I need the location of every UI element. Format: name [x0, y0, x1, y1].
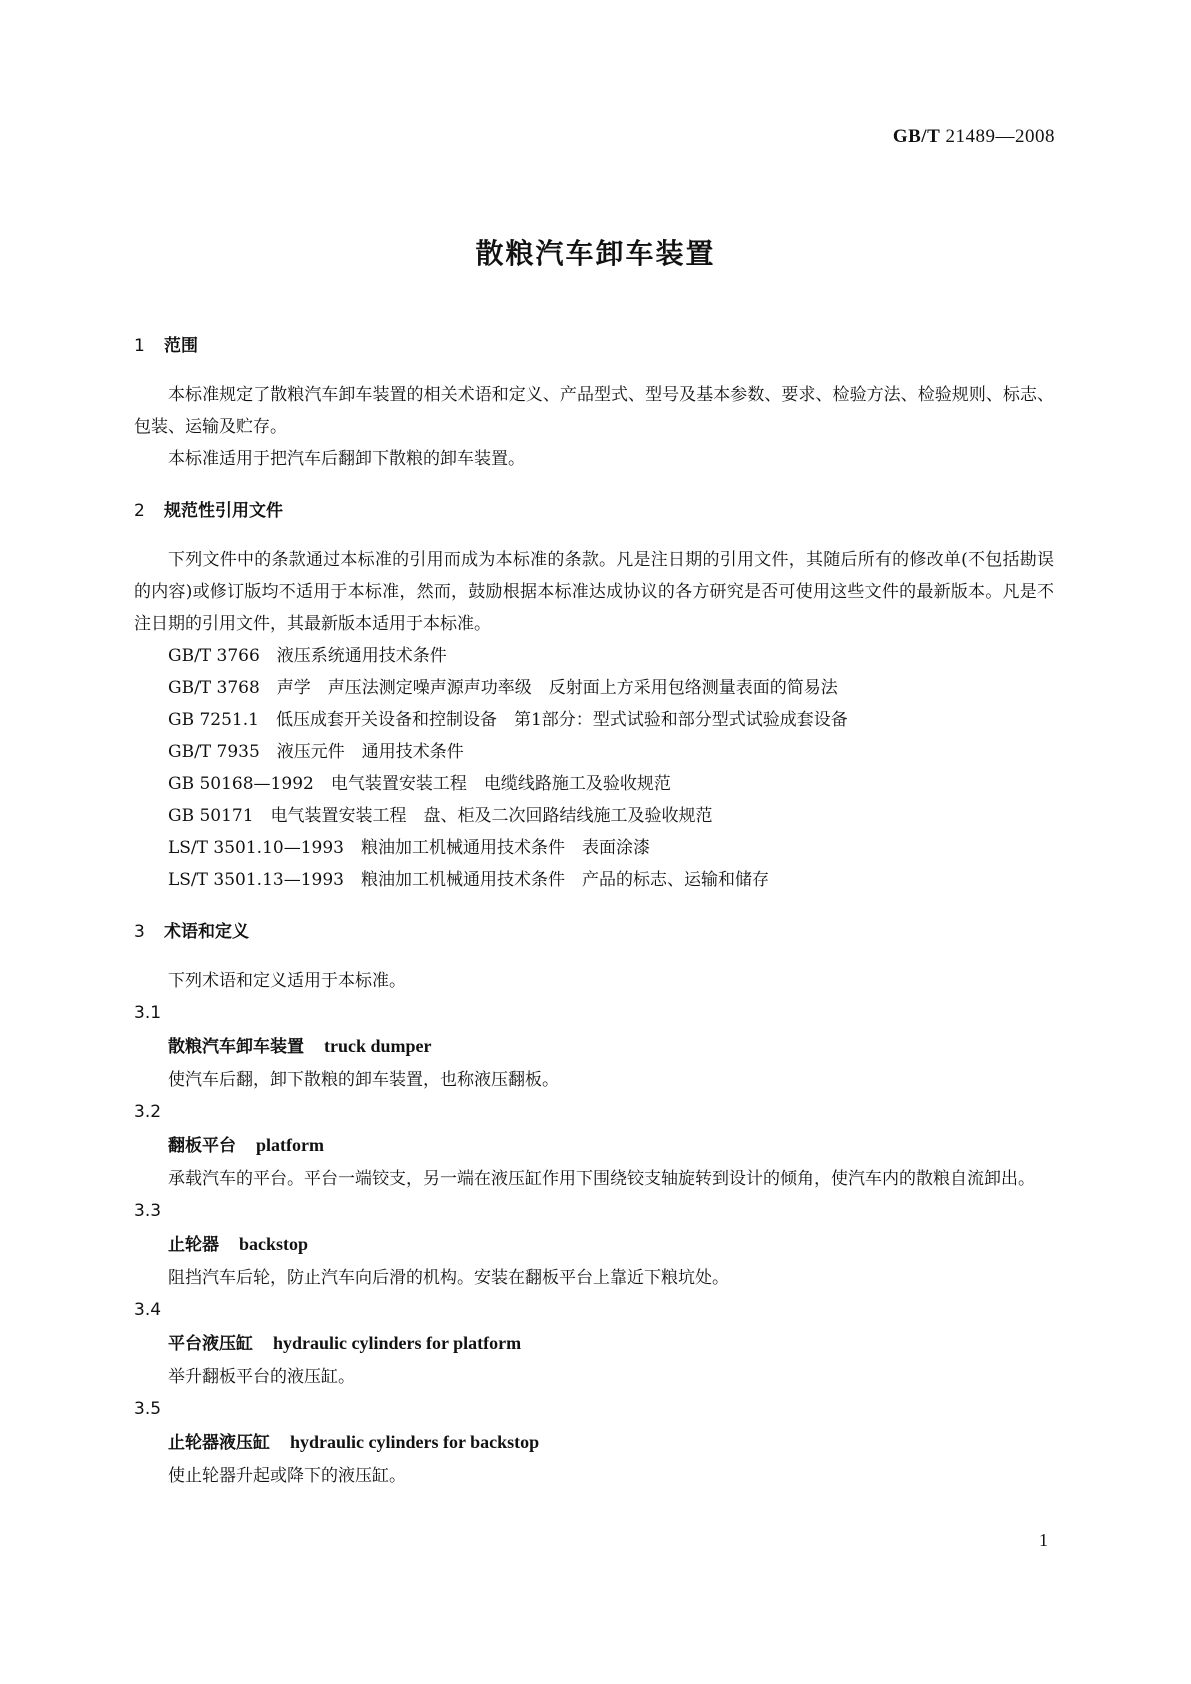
- term-zh: 止轮器: [168, 1235, 219, 1255]
- section-3-heading: [134, 916, 1054, 949]
- term-heading: [168, 1426, 1054, 1460]
- document-title: 散粮汽车卸车装置: [475, 237, 716, 270]
- section-title: 规范性引用文件: [164, 501, 283, 521]
- section-2-heading: [134, 495, 1054, 528]
- paragraph: 下列文件中的条款通过本标准的引用而成为本标准的条款。凡是注日期的引用文件，其随后所有的修改单(不包括勘误的内容)或修订版均不适用于本标准，然而，鼓励根据本标准达成协议的各方研究是否可使用这些文件的最新版本。凡是不注日期的引用文件，其最新版本适用于本标准。: [134, 550, 1054, 634]
- term-en: platform: [256, 1135, 324, 1155]
- reference-item: GB 7251.1 低压成套开关设备和控制设备 第1部分：型式试验和部分型式试验成套设备: [168, 710, 848, 730]
- section-number: 2: [134, 501, 145, 521]
- term-heading: [168, 1327, 1054, 1361]
- section-title: 范围: [164, 336, 198, 356]
- term-en: hydraulic cylinders for platform: [273, 1333, 522, 1353]
- term-heading: [168, 1030, 1054, 1064]
- paragraph: 本标准适用于把汽车后翻卸下散粮的卸车装置。: [168, 449, 525, 469]
- term-number: 3.4: [134, 1300, 162, 1320]
- term-zh: 散粮汽车卸车装置: [168, 1037, 304, 1057]
- reference-item: GB/T 7935 液压元件 通用技术条件: [168, 742, 464, 762]
- term-en: backstop: [239, 1234, 309, 1254]
- reference-item: LS/T 3501.13—1993 粮油加工机械通用技术条件 产品的标志、运输和储存: [168, 870, 769, 890]
- standard-code-prefix: GB/T: [892, 126, 941, 147]
- term-en: hydraulic cylinders for backstop: [290, 1432, 540, 1452]
- term-number: 3.2: [134, 1102, 162, 1122]
- term-definition: 使止轮器升起或降下的液压缸。: [168, 1466, 406, 1486]
- reference-item: GB/T 3768 声学 声压法测定噪声源声功率级 反射面上方采用包络测量表面的简易法: [168, 678, 838, 698]
- paragraph: 下列术语和定义适用于本标准。: [168, 971, 406, 991]
- section-title: 术语和定义: [164, 922, 249, 942]
- reference-item: GB 50171 电气装置安装工程 盘、柜及二次回路结线施工及验收规范: [168, 806, 713, 826]
- reference-item: LS/T 3501.10—1993 粮油加工机械通用技术条件 表面涂漆: [168, 838, 650, 858]
- page-number: 1: [1039, 1530, 1048, 1550]
- term-zh: 平台液压缸: [168, 1334, 253, 1354]
- section-number: 1: [134, 336, 145, 356]
- section-1-heading: [134, 330, 1054, 363]
- term-definition: 举升翻板平台的液压缸。: [168, 1367, 355, 1387]
- document-body: [134, 330, 1054, 1492]
- term-number: 3.5: [134, 1399, 162, 1419]
- term-heading: [168, 1129, 1054, 1163]
- section-number: 3: [134, 922, 145, 942]
- term-en: truck dumper: [324, 1036, 432, 1056]
- standard-code: [893, 126, 1055, 148]
- term-definition: 使汽车后翻，卸下散粮的卸车装置，也称液压翻板。: [168, 1070, 559, 1090]
- standard-code-number: 21489—2008: [945, 126, 1055, 147]
- term-number: 3.1: [134, 1003, 162, 1023]
- term-definition: 承载汽车的平台。平台一端铰支，另一端在液压缸作用下围绕铰支轴旋转到设计的倾角，使汽车内的散粮自流卸出。: [168, 1169, 1035, 1189]
- term-zh: 止轮器液压缸: [168, 1433, 270, 1453]
- reference-item: GB/T 3766 液压系统通用技术条件: [168, 646, 447, 666]
- term-heading: [168, 1228, 1054, 1262]
- term-number: 3.3: [134, 1201, 162, 1221]
- term-zh: 翻板平台: [168, 1136, 236, 1156]
- paragraph: 本标准规定了散粮汽车卸车装置的相关术语和定义、产品型式、型号及基本参数、要求、检验方法、检验规则、标志、包装、运输及贮存。: [134, 385, 1054, 437]
- term-definition: 阻挡汽车后轮，防止汽车向后滑的机构。安装在翻板平台上靠近下粮坑处。: [168, 1268, 729, 1288]
- reference-item: GB 50168—1992 电气装置安装工程 电缆线路施工及验收规范: [168, 774, 671, 794]
